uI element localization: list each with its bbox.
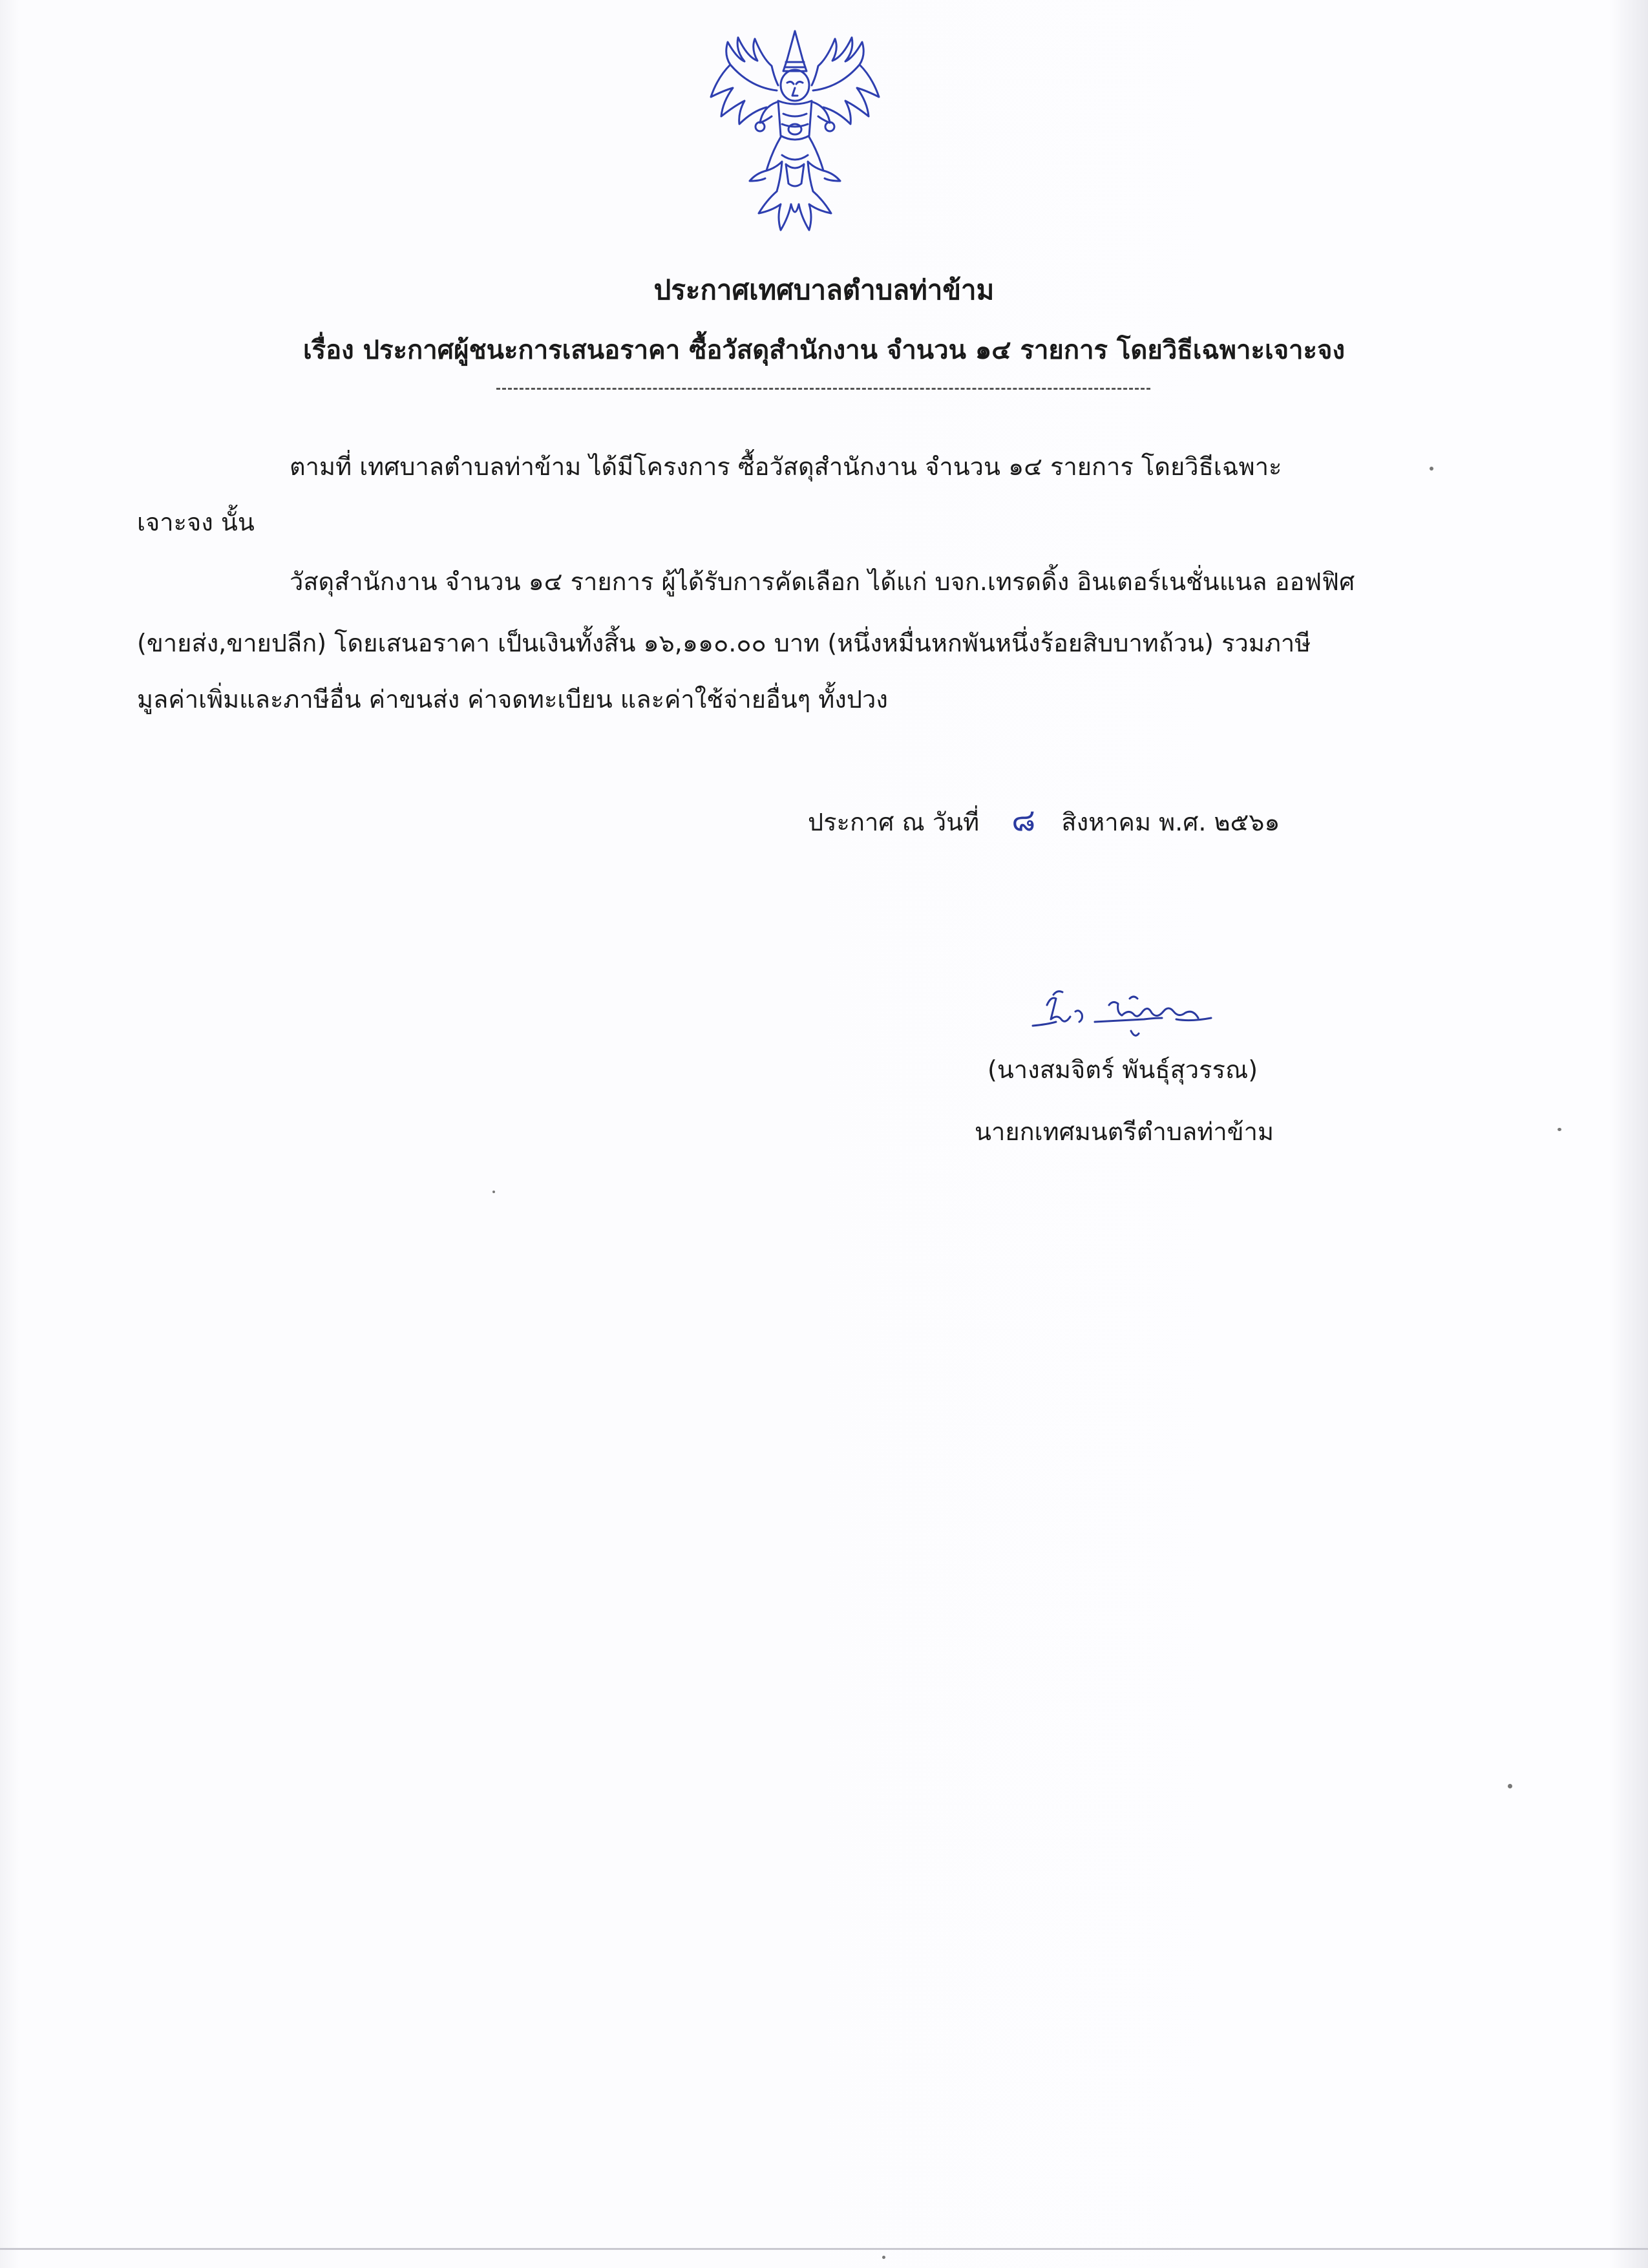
divider	[496, 388, 1150, 392]
paragraph-2-line-3: มูลค่าเพิ่มและภาษีอื่น ค่าขนส่ง ค่าจดทะเบียน และค่าใช้จ่ายอื่นๆ ทั้งปวง	[137, 685, 888, 714]
scan-speck	[1558, 1128, 1561, 1131]
paragraph-2-line-1: วัสดุสำนักงาน จำนวน ๑๔ รายการ ผู้ได้รับการคัดเลือก ได้แก่ บจก.เทรดดิ้ง อินเตอร์เนชั่นแนล ออฟฟิศ	[290, 567, 1355, 596]
announcement-day: ๘	[1011, 802, 1036, 838]
scan-speck	[492, 1191, 495, 1193]
scan-speck	[882, 2256, 885, 2259]
scan-speck	[1430, 467, 1433, 471]
scan-speck	[1508, 1784, 1512, 1788]
document-subject: เรื่อง ประกาศผู้ชนะการเสนอราคา ซื้อวัสดุสำนักงาน จำนวน ๑๔ รายการ โดยวิธีเฉพาะเจาะจง	[303, 335, 1345, 365]
signatory-name: (นางสมจิตร์ พันธุ์สุวรรณ)	[988, 1055, 1258, 1084]
signatory-position: นายกเทศมนตรีตำบลท่าข้าม	[975, 1118, 1274, 1146]
announcement-date	[808, 802, 1280, 838]
paragraph-2-line-2: (ขายส่ง,ขายปลีก) โดยเสนอราคา เป็นเงินทั้งสิ้น ๑๖,๑๑๐.๐๐ บาท (หนึ่งหมื่นหกพันหนึ่งร้อยสิบบาทถ้วน) รวมภาษี	[137, 629, 1311, 657]
paragraph-1-line-1: ตามที่ เทศบาลตำบลท่าข้าม ได้มีโครงการ ซื้อวัสดุสำนักงาน จำนวน ๑๔ รายการ โดยวิธีเฉพาะ	[290, 452, 1282, 481]
paragraph-1-line-2: เจาะจง นั้น	[137, 508, 255, 536]
document-title: ประกาศเทศบาลตำบลท่าข้าม	[653, 274, 995, 306]
announcement-prefix: ประกาศ ณ วันที่	[808, 808, 980, 836]
announcement-month-year: สิงหาคม พ.ศ. ๒๕๖๑	[1061, 808, 1280, 836]
garuda-emblem-icon	[704, 26, 885, 236]
scan-edge-line	[0, 2248, 1648, 2250]
handwritten-signature	[1028, 979, 1234, 1050]
